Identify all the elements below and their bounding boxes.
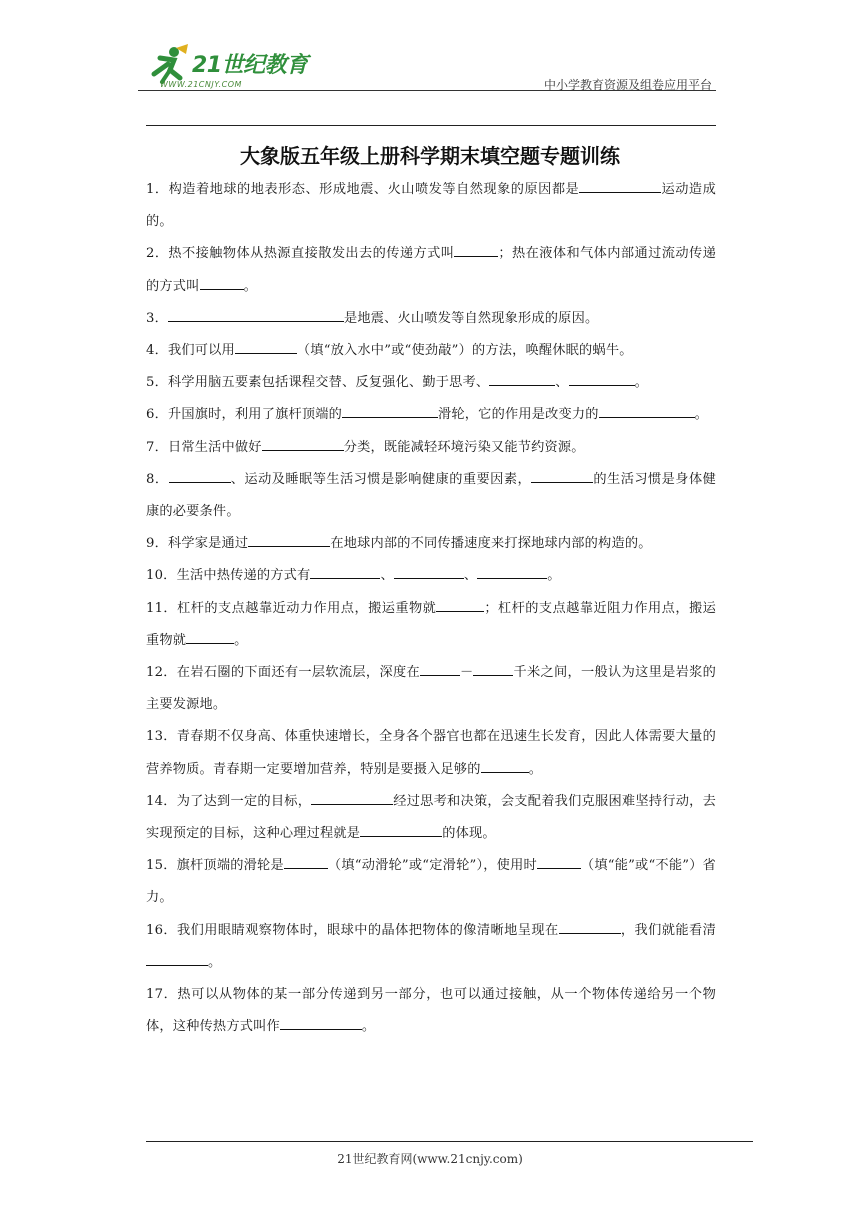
question-text: 7．日常生活中做好 xyxy=(146,439,262,455)
question-text: 6．升国旗时，利用了旗杆顶端的 xyxy=(146,407,343,423)
answer-blank[interactable] xyxy=(342,403,438,418)
answer-blank[interactable] xyxy=(169,468,231,483)
question-text: 。 xyxy=(361,1019,376,1035)
runner-logo-icon xyxy=(140,44,190,84)
question-text: 、 xyxy=(380,568,394,584)
question-item xyxy=(146,528,716,560)
question-text: 。 xyxy=(243,278,257,294)
answer-blank[interactable] xyxy=(262,436,344,451)
question-text: 11．杠杆的支点越靠近动力作用点，搬运重物就 xyxy=(146,600,437,616)
question-text: （填“动滑轮”或“定滑轮”），使用时 xyxy=(327,858,537,874)
question-text: 1．构造着地球的地表形态、形成地震、火山喷发等自然现象的原因都是 xyxy=(146,182,580,197)
question-text: 的生活习惯是身体健康的必要条件。 xyxy=(146,471,716,520)
question-text: 在地球内部的不同传播速度来打探地球内部的构造的。 xyxy=(330,536,652,552)
question-text: 经过思考和决策，会支配着我们克服困难坚持行动，去实现预定的目标，这种心理过程就是 xyxy=(146,793,716,842)
question-text: 的体现。 xyxy=(442,826,496,842)
question-text: 17．热可以从物体的某一部分传递到另一部分，也可以通过接触，从一个物体传递给另一个物体，这种传热方式叫作 xyxy=(146,987,716,1035)
question-text: 。 xyxy=(634,375,649,391)
question-text: 。 xyxy=(528,761,543,777)
question-text: 15．旗杆顶端的滑轮是 xyxy=(146,858,284,874)
platform-label: 中小学教育资源及组卷应用平台 xyxy=(543,78,712,92)
answer-blank[interactable] xyxy=(569,371,635,386)
answer-blank[interactable] xyxy=(284,854,328,869)
question-text: － xyxy=(459,665,474,681)
answer-blank[interactable] xyxy=(531,468,593,483)
question-item xyxy=(146,238,716,302)
question-text: 、 xyxy=(463,568,478,584)
question-text: 、运动及睡眠等生活习惯是影响健康的重要因素， xyxy=(230,471,532,487)
footer-divider xyxy=(146,1141,753,1142)
question-text: ，我们就能看清 xyxy=(620,922,716,938)
answer-blank[interactable] xyxy=(436,597,484,612)
title-rule xyxy=(146,125,716,126)
answer-blank[interactable] xyxy=(248,532,330,547)
question-text: 是地震、火山喷发等自然现象形成的原因。 xyxy=(343,310,599,326)
question-text: 10．生活中热传递的方式有 xyxy=(146,568,311,584)
question-item xyxy=(146,464,716,528)
answer-blank[interactable] xyxy=(394,564,464,579)
answer-blank[interactable] xyxy=(454,242,498,257)
question-text: ；杠杆的支点越靠近阻力作用点，搬运重物就 xyxy=(146,600,716,648)
question-text: 千米之间，一般认为这里是岩浆的主要发源地。 xyxy=(146,665,717,713)
question-item xyxy=(146,721,716,785)
answer-blank[interactable] xyxy=(360,822,442,837)
question-text: 、 xyxy=(555,375,569,391)
answer-blank[interactable] xyxy=(537,854,581,869)
question-text: 9．科学家是通过 xyxy=(146,536,249,552)
question-item xyxy=(146,786,716,850)
question-text: 分类，既能减轻环境污染又能节约资源。 xyxy=(343,439,585,455)
question-text: ；热在液体和气体内部通过流动传递的方式叫 xyxy=(146,246,716,294)
question-item xyxy=(146,593,716,657)
answer-blank[interactable] xyxy=(579,178,661,193)
answer-blank[interactable] xyxy=(186,629,234,644)
answer-blank[interactable] xyxy=(599,403,695,418)
answer-blank[interactable] xyxy=(280,1015,362,1030)
question-text: 12．在岩石圈的下面还有一层软流层，深度在 xyxy=(146,665,420,681)
question-text: 2．热不接触物体从热源直接散发出去的传递方式叫 xyxy=(146,246,455,262)
question-text: 。 xyxy=(234,632,248,648)
question-text: 8． xyxy=(146,471,169,487)
question-text: （填“能”或“不能”）省力。 xyxy=(146,858,717,906)
answer-blank[interactable] xyxy=(473,661,513,676)
question-text: 。 xyxy=(547,568,561,584)
question-text: 4．我们可以用 xyxy=(146,343,235,359)
footer-text: 21世纪教育网(www.21cnjy.com) xyxy=(337,1152,523,1166)
question-text: （填“放入水中”或“使劲敲”）的方法，唤醒休眠的蜗牛。 xyxy=(296,343,633,359)
question-text: 14．为了达到一定的目标， xyxy=(146,793,312,809)
answer-blank[interactable] xyxy=(168,307,344,322)
question-text: 16．我们用眼睛观察物体时，眼球中的晶体把物体的像清晰地呈现在 xyxy=(146,922,559,938)
answer-blank[interactable] xyxy=(477,564,547,579)
question-item xyxy=(146,979,716,1043)
answer-blank[interactable] xyxy=(559,919,621,934)
question-item xyxy=(146,432,716,464)
logo xyxy=(138,44,313,88)
question-text: 。 xyxy=(208,954,222,970)
question-item xyxy=(146,560,716,592)
answer-blank[interactable] xyxy=(235,339,297,354)
question-item xyxy=(146,850,716,914)
question-list xyxy=(146,174,716,1043)
question-text: 运动造成的。 xyxy=(146,182,716,230)
answer-blank[interactable] xyxy=(310,564,380,579)
question-item xyxy=(146,915,716,979)
answer-blank[interactable] xyxy=(489,371,555,386)
question-item xyxy=(146,399,716,431)
question-item xyxy=(146,303,716,335)
question-item xyxy=(146,657,716,721)
question-text: 。 xyxy=(694,407,709,423)
logo-text: 21世纪教育 xyxy=(192,53,308,78)
answer-blank[interactable] xyxy=(420,661,460,676)
question-text: 13．青春期不仅身高、体重快速增长，全身各个器官也都在迅速生长发育，因此人体需要大量的营养物质。青春期一定要增加营养，特别是要摄入足够的 xyxy=(146,729,716,777)
page-header xyxy=(138,38,716,90)
question-text: 滑轮，它的作用是改变力的 xyxy=(438,407,599,423)
answer-blank[interactable] xyxy=(146,951,208,966)
question-item xyxy=(146,174,716,238)
header-divider xyxy=(138,90,716,91)
answer-blank[interactable] xyxy=(481,758,529,773)
question-text: 5．科学用脑五要素包括课程交替、反复强化、勤于思考、 xyxy=(146,375,490,391)
question-item xyxy=(146,335,716,367)
page-title: 大象版五年级上册科学期末填空题专题训练 xyxy=(240,144,620,168)
logo-url: WWW.21CNJY.COM xyxy=(160,80,242,89)
answer-blank[interactable] xyxy=(200,275,244,290)
question-item xyxy=(146,367,716,399)
answer-blank[interactable] xyxy=(311,790,393,805)
question-text: 3． xyxy=(146,310,168,326)
